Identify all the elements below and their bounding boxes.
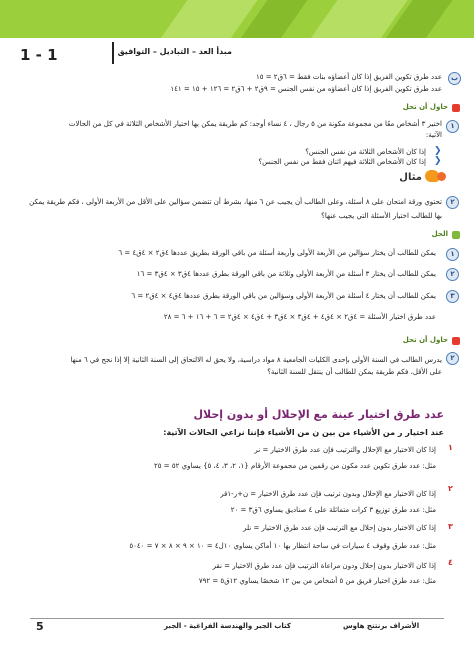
- step-3: ٣: [446, 290, 459, 303]
- example-number: ٢: [446, 196, 459, 209]
- case-number: ٢: [448, 484, 453, 493]
- example-question-line2: بها للطالب اختيار الأسئلة التي يجيب عنها؟: [321, 212, 442, 220]
- section-subtitle: عند اختيار ر من الأشياء من بين ن من الأشياء فإننا نراعي الحالات الآتية:: [163, 428, 444, 437]
- publisher: الأشراف برنتنج هاوس: [343, 622, 420, 630]
- header-divider: [112, 42, 114, 64]
- solution-step-1: يمكن للطالب أن يختار سؤالين من الأربعة الأولى وأربعة أسئلة من باقي الورقة بطريق عددها ٤ق٢ × ٤ق٤ = ٦: [118, 249, 436, 257]
- top-item-1: عدد طرق تكوين الفريق إذا كان أعضاؤه بنات فقط = ٦ق٢ = ١٥: [255, 73, 442, 81]
- example-icon-dot: [437, 172, 446, 181]
- try-icon: [452, 337, 460, 345]
- try1-question-line1: اختير ٣ أشخاص معًا من مجموعة مكونة من ٥ رجال ، ٤ نساء أوجد: كم طريقة يمكن بها اختيار الأشخاص الثلاثة في كل من الحالات: [68, 120, 442, 128]
- case-2-rule: إذا كان الاختيار مع الإحلال وبدون ترتيب فإن عدد طرق الاختيار = ن+ر-١قر: [220, 490, 436, 498]
- case-number: ١: [448, 443, 453, 452]
- chevron-icon: ❯: [434, 156, 442, 166]
- bullet-b: ب: [448, 72, 461, 85]
- step-2: ٢: [446, 268, 459, 281]
- lesson-title: مبدأ العد – التباديل – التوافيق: [117, 47, 232, 56]
- solution-total: عدد طرق اختيار الأسئلة = ٤ق٢ × ٤ق٤ + ٤ق٣ × ٤ق٣ + ٤ق٤ × ٤ق٢ = ٦ + ١٦ + ٦ = ٢٨: [163, 313, 436, 321]
- try-tag: حاول أن تحل: [402, 103, 448, 111]
- case-1-example: مثل: عدد طرق تكوين عدد مكون من رقمين من مجموعة الأرقام {١، ٢، ٣، ٤، ٥} يساوي ٥٢ = ٢٥: [154, 462, 436, 470]
- try2-question-line1: يدرس الطالب في السنة الأولى بإحدى الكليات الجامعية ٨ مواد دراسية، ولا يحق له الالتحاق إلى السنة الثانية إلا إذا نجح في ٦ منها: [70, 356, 442, 364]
- question-number: ٢: [446, 352, 459, 365]
- try-icon: [452, 104, 460, 112]
- section-title: عدد طرق اختيار عينة مع الإحلال أو بدون إحلال: [193, 408, 444, 421]
- case-3-rule: إذا كان الاختيار بدون إحلال مع الترتيب فإن عدد طرق الاختيار = نلر: [243, 524, 436, 532]
- try1-question-line2: الآتية:: [425, 131, 442, 139]
- solution-tag: الحل: [431, 230, 448, 238]
- footer-divider: [30, 618, 444, 619]
- try1-part-b: إذا كان الأشخاص الثلاثة فيهم اثنان فقط من نفس الجنس؟: [258, 158, 426, 166]
- case-number: ٤: [448, 558, 453, 567]
- case-number: ٣: [448, 522, 453, 531]
- unit-number: 1 - 1: [20, 46, 58, 64]
- case-4-rule: إذا كان الاختيار بدون إحلال ودون مراعاة الترتيب فإن عدد طرق الاختيار = نقر: [212, 562, 436, 570]
- case-3-example: مثل: عدد طرق وقوف ٤ سيارات في ساحة انتظار بها ١٠ أماكن يساوي ١٠ل٤ = ١٠ × ٩ × ٨ × ٧ = ٥٠٤٠: [129, 542, 436, 550]
- question-number: ١: [446, 120, 459, 133]
- solution-icon: [452, 231, 460, 239]
- example-question-line1: تحتوي ورقة امتحان على ٨ أسئلة، وعلى الطالب أن يجيب عن ٦ منها، بشرط أن تتضمن سؤالين على الأقل من الأربعة الأولى ، فكم طريقة يمكن: [29, 198, 442, 206]
- case-4-example: مثل: عدد طرق اختيار فريق من ٥ أشخاص من بين ١٢ شخصًا يساوي ١٢ق٥ = ٧٩٢: [198, 577, 436, 585]
- case-2-example: مثل: عدد طرق توزيع ٣ كرات متماثلة على ٤ صناديق يساوي ٦ق٣ = ٢٠: [230, 506, 436, 514]
- step-1: ١: [446, 248, 459, 261]
- solution-step-2: يمكن للطالب أن يختار ٣ أسئلة من الأربعة الأولى وثلاثة من باقي الورقة بطرق عددها ٤ق٣ × ٤ق٣ = ١٦: [136, 270, 436, 278]
- book-title: كتاب الجبر والهندسة الفراغية - الجبر: [164, 622, 291, 630]
- page-number: 5: [36, 620, 44, 633]
- example-label: مثال: [399, 172, 422, 183]
- try1-part-a: إذا كان الأشخاص الثلاثة من نفس الجنس؟: [305, 148, 426, 156]
- chevron-icon: ❯: [434, 146, 442, 156]
- try2-question-line2: على الأقل، فكم طريقة يمكن للطالب أن ينتقل للسنة الثانية؟: [267, 368, 442, 376]
- case-1-rule: إذا كان الاختيار مع الإحلال والترتيب فإن عدد طرق الاختيار = نر: [254, 446, 436, 454]
- top-item-2: عدد طرق تكوين الفريق إذا كان أعضاؤه من نفس الجنس = ٩ق٢ + ٦ق٢ = ١٢٦ + ١٥ = ١٤١: [170, 85, 442, 93]
- try-tag: حاول أن تحل: [402, 336, 448, 344]
- solution-step-3: يمكن للطالب أن يختار ٤ أسئلة من الأربعة الأولى وسؤالين من باقي الورقة بطرق عددها ٤ق٤ × ٤ق٢ = ٦: [131, 292, 436, 300]
- top-banner: [0, 0, 474, 38]
